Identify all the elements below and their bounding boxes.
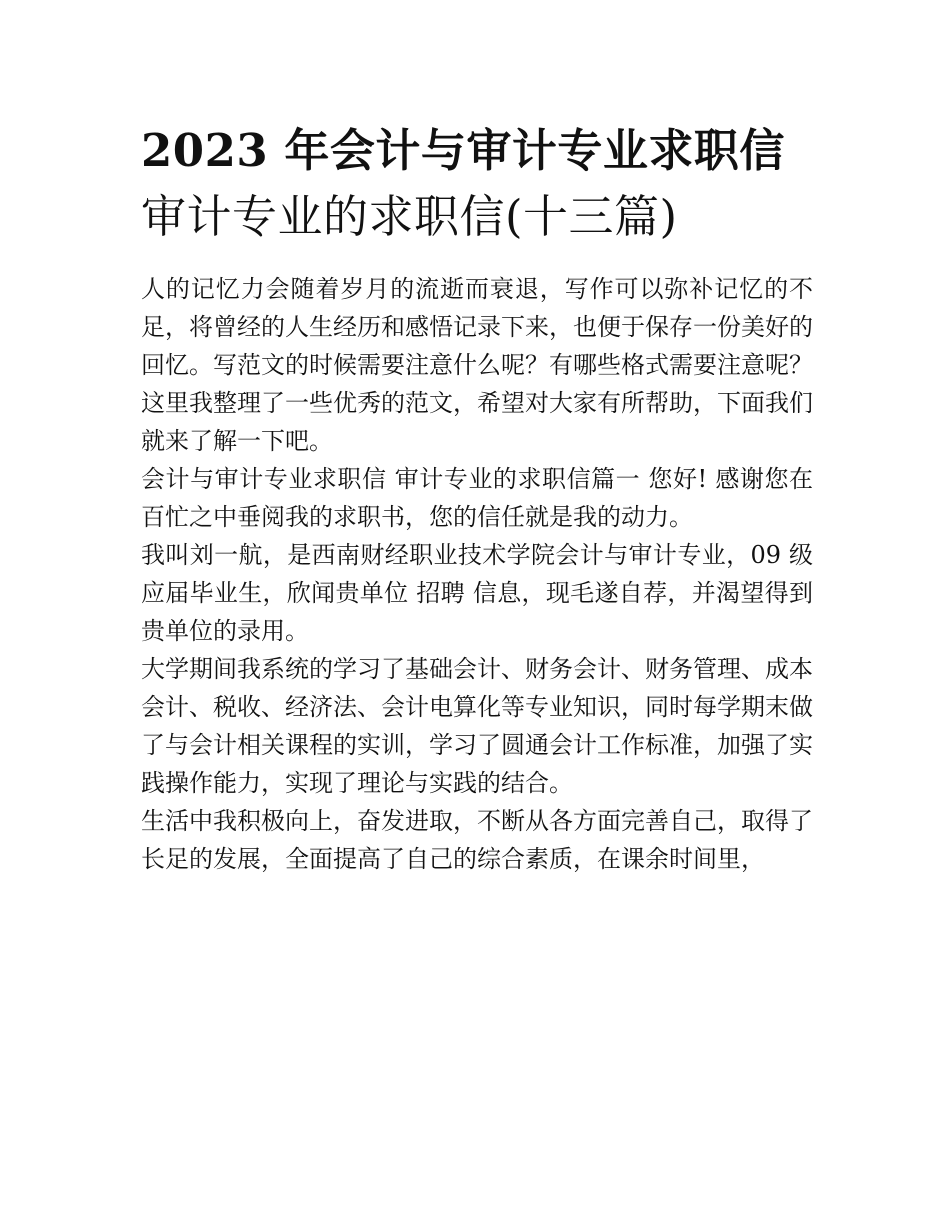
paragraph-intro: 人的记忆力会随着岁月的流逝而衰退，写作可以弥补记忆的不足，将曾经的人生经历和感悟记录下来，也便于保存一份美好的回忆。写范文的时候需要注意什么呢？有哪些格式需要注意呢？这里我整理了一些优秀的范文，希望对大家有所帮助，下面我们就来了解一下吧。 (141, 275, 813, 455)
document-title (141, 118, 813, 250)
document-body (141, 270, 813, 878)
paragraph-greeting: 会计与审计专业求职信 审计专业的求职信篇一 您好! 感谢您在百忙之中垂阅我的求职书，您的信任就是我的动力。 (141, 465, 813, 531)
paragraph-life: 生活中我积极向上，奋发进取，不断从各方面完善自己，取得了长足的发展，全面提高了自己的综合素质，在课余时间里， (141, 807, 813, 873)
paragraph-self-intro: 我叫刘一航，是西南财经职业技术学院会计与审计专业，09 级应届毕业生，欣闻贵单位 招聘 信息，现毛遂自荐，并渴望得到贵单位的录用。 (141, 541, 813, 645)
title-line-2: 审计专业的求职信(十三篇) (141, 190, 678, 243)
paragraph-study: 大学期间我系统的学习了基础会计、财务会计、财务管理、成本会计、税收、经济法、会计电算化等专业知识，同时每学期末做了与会计相关课程的实训，学习了圆通会计工作标准，加强了实践操作能力，实现了理论与实践的结合。 (141, 655, 813, 797)
title-line-1: 2023 年会计与审计专业求职信 (141, 124, 785, 177)
document-page (141, 118, 813, 878)
